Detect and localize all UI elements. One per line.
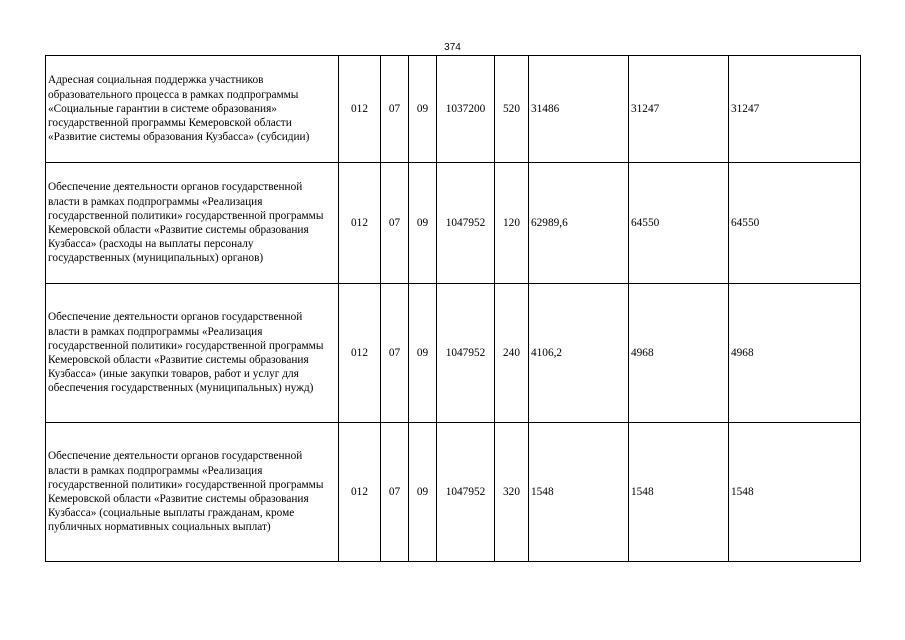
- target-article-code: 1047952: [437, 163, 495, 284]
- amount-year-3: 1548: [729, 423, 861, 562]
- expense-type-code: 320: [495, 423, 529, 562]
- ministry-code: 012: [339, 56, 381, 163]
- subsection-code: 09: [409, 423, 437, 562]
- amount-year-2: 1548: [629, 423, 729, 562]
- table-row: [46, 423, 861, 562]
- expense-type-code: 520: [495, 56, 529, 163]
- row-description: Обеспечение деятельности органов государственной власти в рамках подпрограммы «Реализация государственной политики» государственной программы Кемеровской области «Развитие системы образования Кузбасса» (иные закупки товаров, работ и услуг для обеспечения государственных (муниципальных) нужд): [46, 284, 339, 423]
- subsection-code: 09: [409, 56, 437, 163]
- target-article-code: 1047952: [437, 284, 495, 423]
- table-row: [46, 56, 861, 163]
- section-code: 07: [381, 56, 409, 163]
- ministry-code: 012: [339, 423, 381, 562]
- target-article-code: 1037200: [437, 56, 495, 163]
- ministry-code: 012: [339, 163, 381, 284]
- subsection-code: 09: [409, 284, 437, 423]
- amount-year-3: 4968: [729, 284, 861, 423]
- budget-table: [45, 55, 861, 562]
- section-code: 07: [381, 423, 409, 562]
- table-row: [46, 284, 861, 423]
- amount-year-1: 31486: [529, 56, 629, 163]
- subsection-code: 09: [409, 163, 437, 284]
- amount-year-3: 64550: [729, 163, 861, 284]
- amount-year-3: 31247: [729, 56, 861, 163]
- amount-year-2: 31247: [629, 56, 729, 163]
- row-description: Адресная социальная поддержка участников образовательного процесса в рамках подпрограммы «Социальные гарантии в системе образования» государственной программы Кемеровской области «Развитие системы образования Кузбасса» (субсидии): [46, 56, 339, 163]
- row-description: Обеспечение деятельности органов государственной власти в рамках подпрограммы «Реализация государственной политики» государственной программы Кемеровской области «Развитие системы образования Кузбасса» (расходы на выплаты персоналу государственных (муниципальных) органов): [46, 163, 339, 284]
- row-description: Обеспечение деятельности органов государственной власти в рамках подпрограммы «Реализация государственной политики» государственной программы Кемеровской области «Развитие системы образования Кузбасса» (социальные выплаты гражданам, кроме публичных нормативных социальных выплат): [46, 423, 339, 562]
- amount-year-2: 64550: [629, 163, 729, 284]
- amount-year-1: 4106,2: [529, 284, 629, 423]
- page-number: 374: [444, 42, 461, 53]
- amount-year-1: 1548: [529, 423, 629, 562]
- target-article-code: 1047952: [437, 423, 495, 562]
- ministry-code: 012: [339, 284, 381, 423]
- section-code: 07: [381, 284, 409, 423]
- expense-type-code: 240: [495, 284, 529, 423]
- amount-year-2: 4968: [629, 284, 729, 423]
- table-row: [46, 163, 861, 284]
- expense-type-code: 120: [495, 163, 529, 284]
- amount-year-1: 62989,6: [529, 163, 629, 284]
- section-code: 07: [381, 163, 409, 284]
